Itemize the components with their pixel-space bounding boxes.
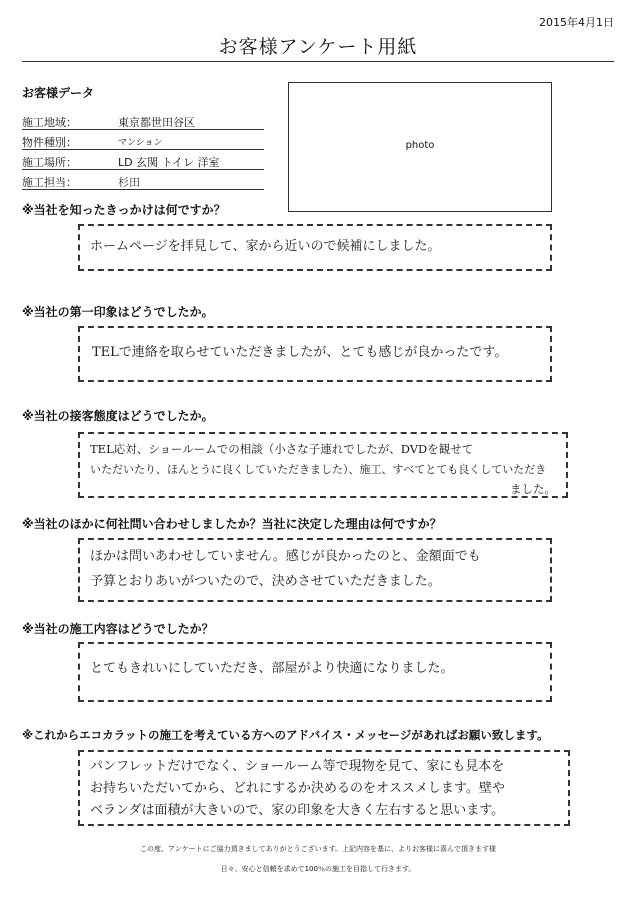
answer-box-3 <box>78 432 568 498</box>
info-label-property-type: 物件種別： <box>22 136 77 149</box>
answer-3-line-1: TEL応対、ショールームでの相談（小さな子連れでしたが、DVDを観せて <box>90 442 474 456</box>
question-5: ※当社の施工内容はどうでしたか？ <box>22 622 214 636</box>
answer-1-line-1: ホームページを拝見して、家から近いので候補にしました。 <box>90 239 441 254</box>
footer-message-line-1: この度、アンケートにご協力頂きましてありがとうございます。上記内容を基に、よりお客様に喜んで頂きます様 <box>139 845 497 853</box>
info-value-location: LD 玄関 トイレ 洋室 <box>118 156 220 169</box>
answer-box-5 <box>78 642 552 702</box>
answer-6-line-3: ベランダは面積が大きいので、家の印象を大きく左右すると思います。 <box>90 803 505 818</box>
answer-6-line-2: お持ちいただいてから、どれにするか決めるのをオススメします。壁や <box>90 781 505 796</box>
info-label-location: 施工場所： <box>22 156 77 169</box>
survey-date: 2015年4月1日 <box>539 16 614 29</box>
answer-3-line-2: いただいたり、ほんとうに良くしていただきました）、施工、すべてとても良くしていただき <box>90 463 547 476</box>
answer-2-line-1: TELで連絡を取らせていただきましたが、とても感じが良かったです。 <box>92 345 508 360</box>
question-2: ※当社の第一印象はどうでしたか。 <box>22 305 214 319</box>
question-6: ※これからエコカラットの施工を考えている方へのアドバイス・メッセージがあればお願い致します。 <box>22 728 549 742</box>
answer-4-line-1: ほかは問いあわせしていません。感じが良かったのと、金額面でも <box>90 549 481 564</box>
info-row-property-type <box>22 130 264 150</box>
photo-placeholder <box>288 82 552 212</box>
page-title: お客様アンケート用紙 <box>218 36 418 58</box>
footer-message-line-2: 日々、安心と信頼を求めて100％の施工を目指して行きます。 <box>220 865 416 873</box>
info-row-area <box>22 110 264 130</box>
answer-box-6 <box>78 750 570 826</box>
info-label-area: 施工地域： <box>22 116 77 129</box>
info-value-staff: 杉田 <box>118 176 140 189</box>
question-4: ※当社のほかに何社問い合わせしましたか？当社に決定した理由は何ですか？ <box>22 517 442 531</box>
info-row-location <box>22 150 264 170</box>
answer-box-4 <box>78 538 552 602</box>
info-value-property-type: マンション <box>118 138 163 148</box>
customer-info-table <box>22 110 264 190</box>
answer-box-2 <box>78 326 552 382</box>
title-divider <box>22 61 614 62</box>
question-1: ※当社を知ったきっかけは何ですか？ <box>22 203 226 217</box>
answer-4-line-2: 予算とおりあいがついたので、決めさせていただきました。 <box>90 574 441 589</box>
answer-6-line-1: パンフレットだけでなく、ショールーム等で現物を見て、家にも見本を <box>90 759 505 774</box>
question-3: ※当社の接客態度はどうでしたか。 <box>22 409 214 423</box>
customer-data-heading: お客様データ <box>22 86 95 100</box>
answer-box-1 <box>78 224 552 271</box>
info-label-staff: 施工担当： <box>22 176 77 189</box>
info-value-area: 東京都世田谷区 <box>118 116 195 129</box>
answer-5-line-1: とてもきれいにしていただき、部屋がより快適になりました。 <box>90 661 454 676</box>
answer-3-line-3: ました。 <box>510 482 556 496</box>
photo-label: photo <box>405 140 435 151</box>
info-row-staff <box>22 170 264 190</box>
